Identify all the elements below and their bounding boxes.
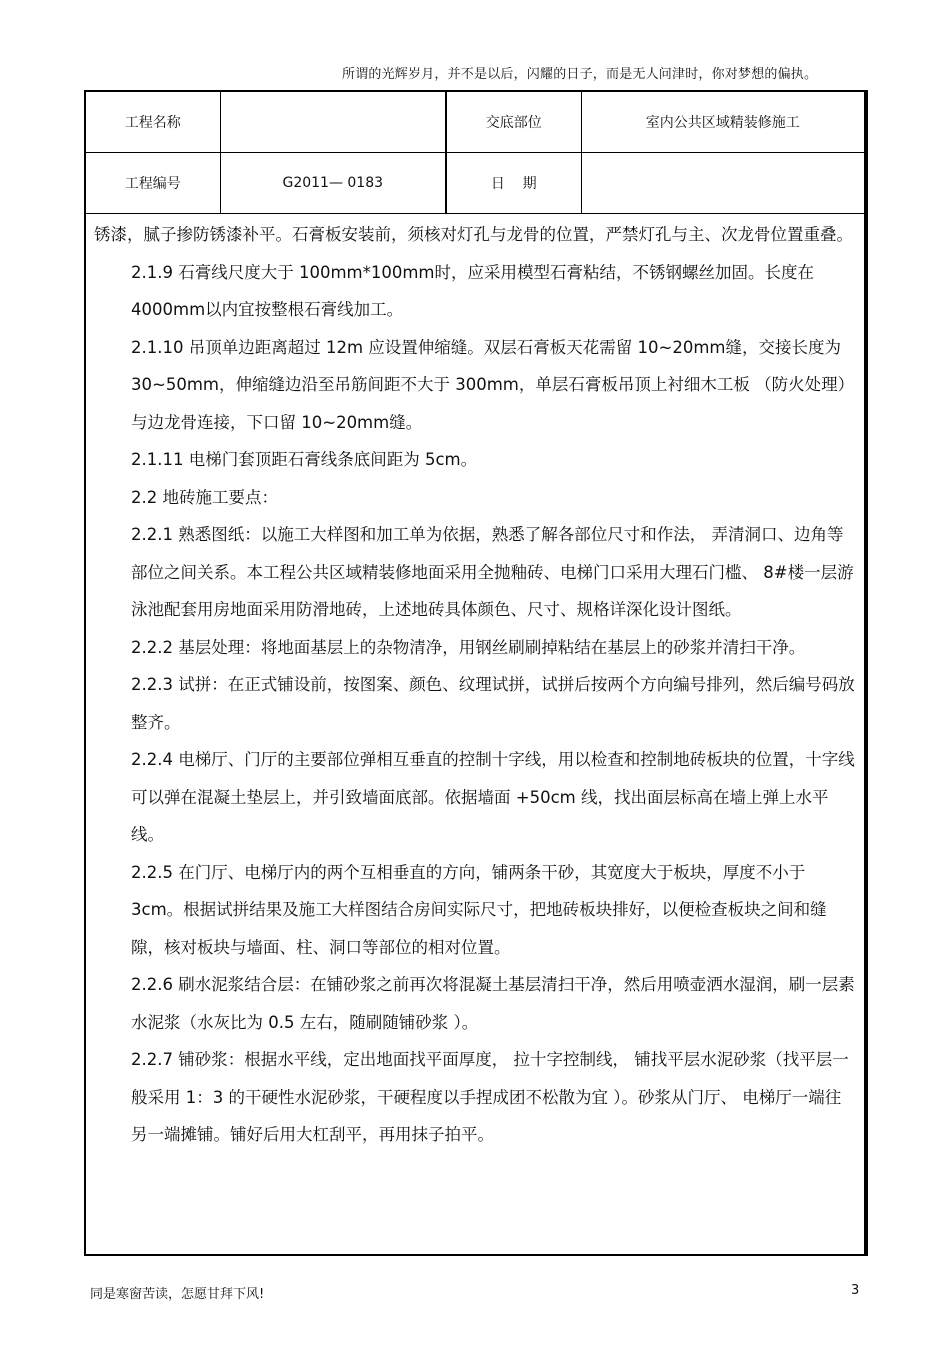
- paragraph: 2.2.5 在门厅、电梯厅内的两个互相垂直的方向，铺两条干砂，其宽度大于板块，厚度不小于 3cm。根据试拼结果及施工大样图结合房间实际尺寸，把地砖板块排好，以便检查板块之间和缝隙，核对板块与墙面、柱、洞口等部位的相对位置。: [131, 862, 827, 957]
- paragraph: 2.2.3 试拼：在正式铺设前，按图案、颜色、纹理试拼，试拼后按两个方向编号排列，然后编号码放整齐。: [131, 675, 855, 732]
- paragraph: 2.2.2 基层处理：将地面基层上的杂物清净，用钢丝刷刷掉粘结在基层上的砂浆并清扫干净。: [131, 637, 806, 657]
- footer-quote: 同是寒窗苦读，怎愿甘拜下风!: [90, 1287, 265, 1302]
- paragraph: 2.2.7 铺砂浆：根据水平线，定出地面找平面厚度， 拉十字控制线， 铺找平层水泥砂浆（找平层一般采用 1：3 的干硬性水泥砂浆，干硬程度以手捏成团不松散为宜 ）。砂浆从门厅、 电梯厅一端往另一端摊铺。铺好后用大杠刮平，再用抹子拍平。: [131, 1050, 849, 1144]
- date-label: 日 期: [446, 153, 581, 214]
- project-no-value: G2011— 0183: [220, 153, 446, 214]
- paragraph: 2.2.4 电梯厅、门厅的主要部位弹相互垂直的控制十字线，用以检查和控制地砖板块的位置，十字线可以弹在混凝土垫层上，并引致墙面底部。依据墙面 +50cm 线，找出面层标高在墙上弹上水平线。: [131, 750, 855, 844]
- paragraph: 2.2 地砖施工要点：: [131, 487, 278, 507]
- paragraph: 2.2.6 刷水泥浆结合层：在铺砂浆之前再次将混凝土基层清扫干净，然后用喷壶洒水湿润，刷一层素水泥浆（水灰比为 0.5 左右，随刷随铺砂浆 ）。: [131, 975, 855, 1032]
- content-body: [94, 216, 856, 1154]
- date-value: [581, 153, 864, 214]
- info-row-2: [86, 153, 864, 214]
- paragraph: 2.2.1 熟悉图纸：以施工大样图和加工单为依据，熟悉了解各部位尺寸和作法， 弄清洞口、边角等部位之间关系。本工程公共区域精装修地面采用全抛釉砖、电梯门口采用大理石门槛、 8#楼一层游泳池配套用房地面采用防滑地砖，上述地砖具体颜色、尺寸、规格详深化设计图纸。: [131, 525, 854, 619]
- paragraph: 2.1.11 电梯门套顶距石膏线条底间距为 5cm。: [131, 450, 478, 469]
- project-name-label: 工程名称: [86, 92, 220, 153]
- project-info-table: [86, 92, 864, 214]
- header-quote: 所谓的光辉岁月，并不是以后，闪耀的日子，而是无人问津时，你对梦想的偏执。: [342, 67, 818, 82]
- paragraph: 锈漆，腻子掺防锈漆补平。石膏板安装前，须核对灯孔与龙骨的位置，严禁灯孔与主、次龙骨位置重叠。: [94, 225, 853, 244]
- info-row-1: [86, 92, 864, 153]
- page-number: 3: [851, 1283, 860, 1298]
- project-no-label: 工程编号: [86, 153, 220, 214]
- paragraph: 2.1.9 石膏线尺度大于 100mm*100mm时，应采用模型石膏粘结，不锈钢螺丝加固。长度在 4000mm以内宜按整根石膏线加工。: [131, 262, 815, 319]
- location-value: 室内公共区域精装修施工: [581, 92, 864, 153]
- project-name-value: [220, 92, 446, 153]
- location-label: 交底部位: [446, 92, 581, 153]
- document-frame: [84, 90, 866, 1256]
- paragraph: 2.1.10 吊顶单边距离超过 12m 应设置伸缩缝。双层石膏板天花需留 10~20mm缝，交接长度为 30~50mm，伸缩缝边沿至吊筋间距不大于 300mm，单层石膏板吊顶上衬细木工板 （防火处理）与边龙骨连接，下口留 10~20mm缝。: [131, 337, 855, 432]
